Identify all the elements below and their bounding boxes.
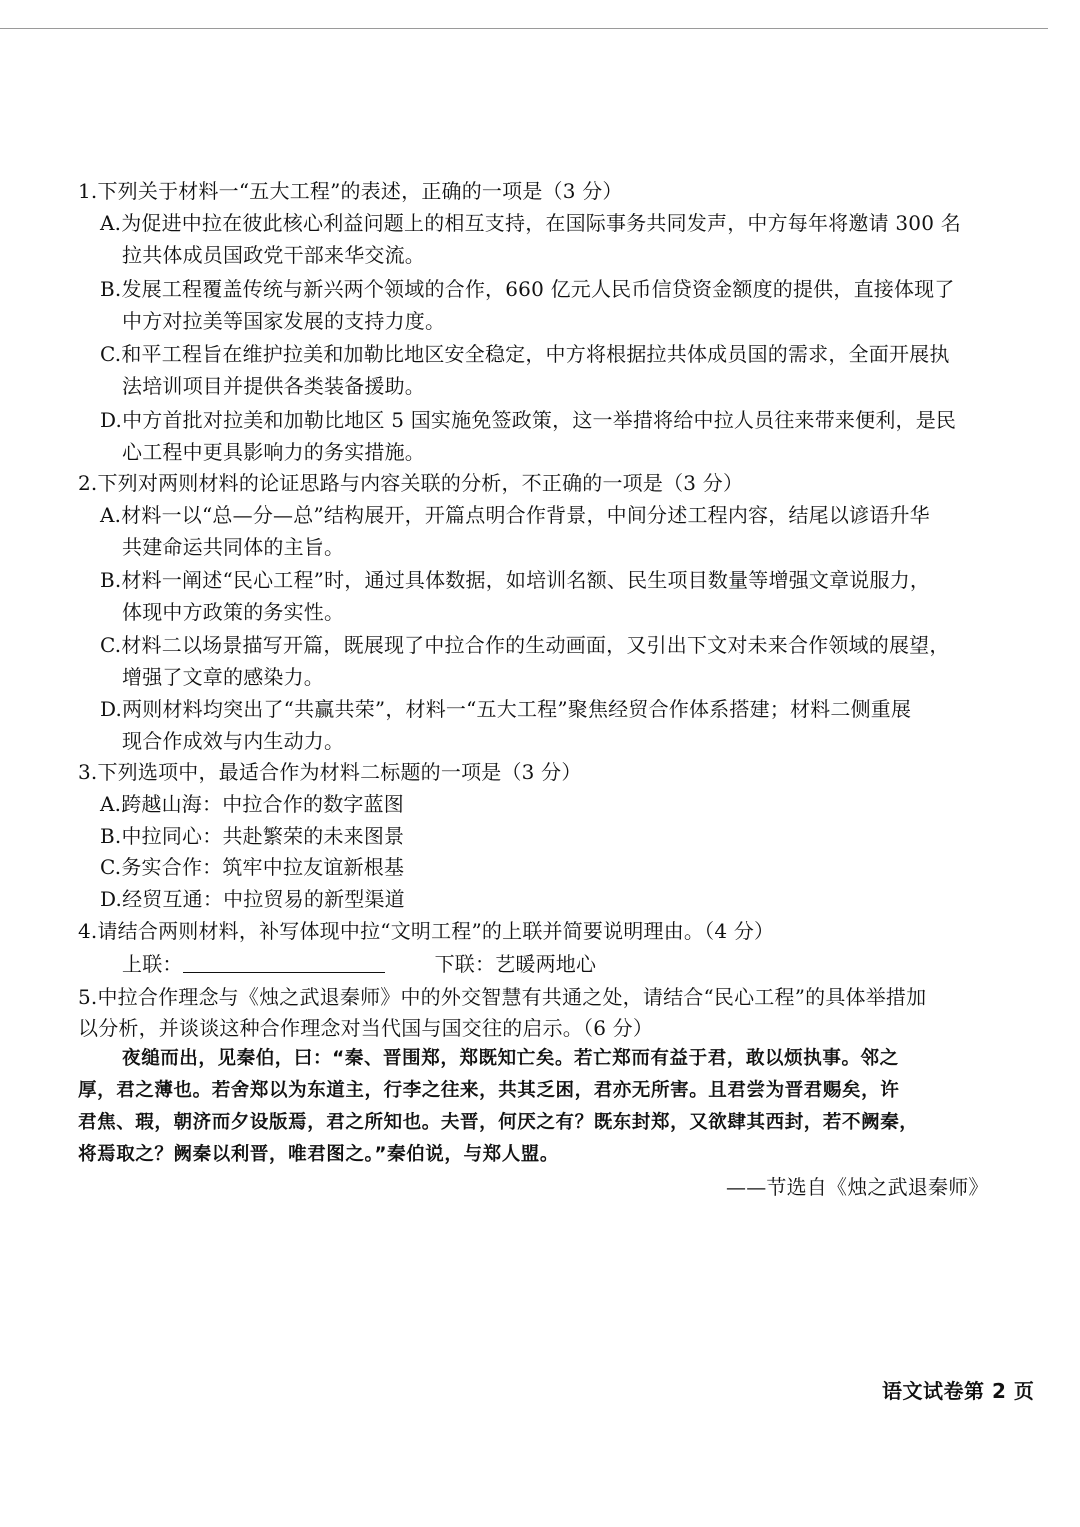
- question-1-stem: 1.下列关于材料一“五大工程”的表述，正确的一项是（3 分）: [78, 179, 623, 203]
- question-1-option-b: B.发展工程覆盖传统与新兴两个领域的合作，660 亿元人民币信贷资金额度的提供，直接体现了: [100, 277, 955, 301]
- page-footer: 语文试卷第 2 页: [882, 1379, 1035, 1403]
- question-3-option-b: B.中拉同心：共赴繁荣的未来图景: [100, 824, 405, 848]
- question-1-option-c: C.和平工程旨在维护拉美和加勒比地区安全稳定，中方将根据拉共体成员国的需求，全面开展执: [100, 342, 950, 366]
- passage-line-4: 将焉取之？阙秦以利晋，唯君图之。”秦伯说，与郑人盟。: [78, 1144, 560, 1165]
- question-2-option-d: D.两则材料均突出了“共赢共荣”，材料一“五大工程”聚焦经贸合作体系搭建；材料二侧重展: [100, 697, 912, 721]
- question-1-option-d-cont: 心工程中更具影响力的务实措施。: [122, 440, 425, 464]
- question-2-option-c: C.材料二以场景描写开篇，既展现了中拉合作的生动画面，又引出下文对未来合作领域的展望，: [100, 633, 950, 657]
- question-1-option-c-cont: 法培训项目并提供各类装备援助。: [122, 374, 425, 398]
- question-4-stem: 4.请结合两则材料，补写体现中拉“文明工程”的上联并简要说明理由。（4 分）: [78, 919, 775, 943]
- couplet-row: [122, 949, 596, 979]
- lower-couplet: 下联：艺暖两地心: [434, 952, 597, 976]
- question-3-option-c: C.务实合作：筑牢中拉友谊新根基: [100, 855, 405, 879]
- upper-couplet-blank[interactable]: [183, 954, 385, 973]
- question-5-stem: 5.中拉合作理念与《烛之武退秦师》中的外交智慧有共通之处，请结合“民心工程”的具体举措加: [78, 985, 927, 1009]
- question-2-option-a: A.材料一以“总—分—总”结构展开，开篇点明合作背景，中间分述工程内容，结尾以谚语升华: [100, 503, 930, 527]
- passage-line-2: 厚，君之薄也。若舍郑以为东道主，行李之往来，共其乏困，君亦无所害。且君尝为晋君赐矣，许: [78, 1080, 900, 1101]
- upper-couplet-label: 上联：: [122, 952, 183, 976]
- question-3-stem: 3.下列选项中，最适合作为材料二标题的一项是（3 分）: [78, 760, 582, 784]
- passage-line-3: 君焦、瑕，朝济而夕设版焉，君之所知也。夫晋，何厌之有？既东封郑，又欲肆其西封，若不阙秦，: [78, 1112, 919, 1133]
- question-2-stem: 2.下列对两则材料的论证思路与内容关联的分析，不正确的一项是（3 分）: [78, 471, 744, 495]
- question-3-option-d: D.经贸互通：中拉贸易的新型渠道: [100, 887, 405, 911]
- question-3-option-a: A.跨越山海：中拉合作的数字蓝图: [100, 792, 405, 816]
- question-1-option-a-cont: 拉共体成员国政党干部来华交流。: [122, 243, 425, 267]
- question-1-option-b-cont: 中方对拉美等国家发展的支持力度。: [122, 309, 446, 333]
- question-5-stem-cont: 以分析，并谈谈这种合作理念对当代国与国交往的启示。（6 分）: [78, 1016, 654, 1040]
- question-2-option-a-cont: 共建命运共同体的主旨。: [122, 535, 345, 559]
- question-2-option-d-cont: 现合作成效与内生动力。: [122, 729, 345, 753]
- question-1-option-a: A.为促进中拉在彼此核心利益问题上的相互支持，在国际事务共同发声，中方每年将邀请 300 名: [100, 211, 961, 235]
- question-2-option-b-cont: 体现中方政策的务实性。: [122, 600, 345, 624]
- passage-source: ——节选自《烛之武退秦师》: [726, 1175, 989, 1199]
- passage-line-1: 夜缒而出，见秦伯，曰：“秦、晋围郑，郑既知亡矣。若亡郑而有益于君，敢以烦执事。邻之: [122, 1048, 899, 1069]
- question-1-option-d: D.中方首批对拉美和加勒比地区 5 国实施免签政策，这一举措将给中拉人员往来带来便利，是民: [100, 408, 957, 432]
- question-2-option-b: B.材料一阐述“民心工程”时，通过具体数据，如培训名额、民生项目数量等增强文章说服力，: [100, 568, 931, 592]
- top-divider: [0, 28, 1048, 29]
- question-2-option-c-cont: 增强了文章的感染力。: [122, 665, 324, 689]
